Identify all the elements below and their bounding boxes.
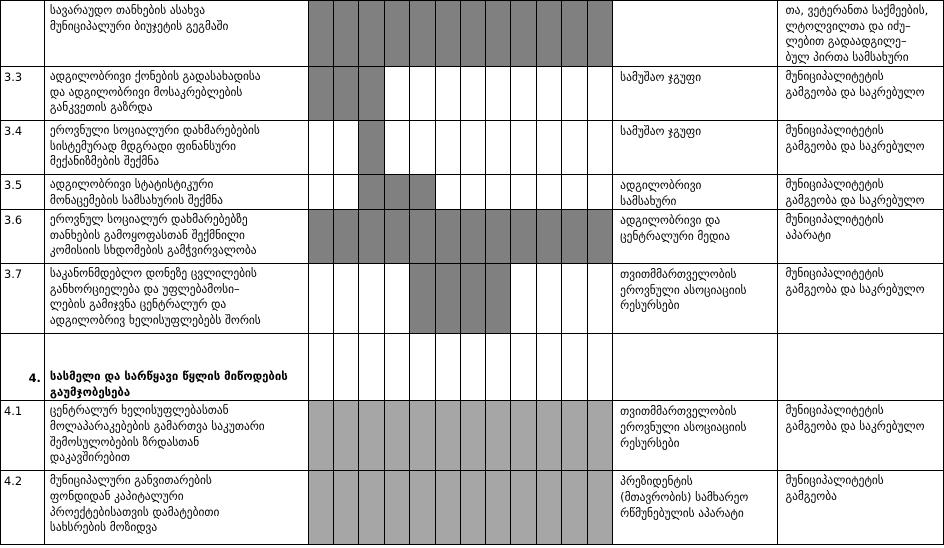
partner-text-line: სამსახური	[620, 193, 677, 208]
timeline-cell-filled	[333, 210, 359, 264]
timeline-cell-empty	[359, 264, 385, 334]
timeline-cell-filled	[435, 401, 461, 471]
responsible-text-line: აპარატი	[785, 227, 832, 242]
activity-text-line: მოლაპარაკებების გამართვა საკუთარი	[49, 418, 265, 433]
timeline-cell-filled	[333, 401, 359, 471]
partner-text-line: თვითმმართველობის	[620, 267, 737, 282]
responsible-text-line: გამგეობა და საკრებულო	[785, 138, 925, 153]
timeline-cell-filled	[587, 471, 613, 545]
timeline-cell-empty	[511, 67, 537, 121]
responsible-text	[778, 264, 944, 334]
timeline-cell-filled	[587, 210, 613, 264]
partner-text-line: სამუშაო ჯგუფი	[620, 70, 702, 84]
responsible-text-line: თა, ვეტერანთა საქმეების,	[785, 3, 929, 17]
timeline-cell-empty	[587, 67, 613, 121]
timeline-cell-filled	[435, 1, 461, 67]
partner-text-line: ეროვნული ასოციაციის	[620, 419, 747, 434]
row-number-text: 4.	[28, 371, 41, 386]
timeline-cell-empty	[435, 67, 461, 121]
partner-text-line: ადგილობრივი	[620, 178, 702, 192]
table-row	[1, 264, 944, 334]
timeline-cell-filled	[562, 471, 588, 545]
timeline-cell-filled	[359, 121, 385, 175]
timeline-cell-filled	[587, 1, 613, 67]
responsible-text-line: მუნიციპალიტეტის	[785, 266, 884, 281]
activity-text-line: ფონდიდან კაპიტალური	[49, 488, 184, 503]
timeline-cell-empty	[511, 121, 537, 175]
activity-text-line: ცენტრალურ ხელისუფლებასთან	[49, 403, 229, 418]
row-number-text: 3.5	[4, 178, 23, 192]
activity-text-line: გაუმჯობესება	[49, 384, 131, 399]
responsible-text	[778, 175, 944, 210]
responsible-text	[778, 121, 944, 175]
partner-text-line: სამუშაო ჯგუფი	[620, 124, 702, 138]
partner-text-line: ცენტრალური მედია	[620, 228, 731, 243]
activity-text-line: სავარაუდო თანხების ასახვა	[49, 3, 205, 17]
activity-text	[44, 175, 308, 210]
row-number	[1, 67, 45, 121]
table-body	[1, 1, 944, 545]
timeline-cell-empty	[511, 175, 537, 210]
table-row	[1, 1, 944, 67]
timeline-cell-filled	[485, 471, 511, 545]
timeline-cell-empty	[384, 121, 410, 175]
timeline-cell-empty	[435, 175, 461, 210]
row-number-text: 3.3	[4, 70, 23, 84]
timeline-cell-empty	[435, 334, 461, 401]
timeline-cell-filled	[485, 210, 511, 264]
timeline-cell-empty	[562, 67, 588, 121]
responsible-text-line: მუნიციპალიტეტის	[785, 473, 884, 488]
timeline-cell-filled	[410, 401, 436, 471]
timeline-cell-empty	[536, 264, 562, 334]
timeline-cell-empty	[333, 334, 359, 401]
section-row	[1, 334, 944, 401]
timeline-cell-filled	[511, 1, 537, 67]
timeline-cell-empty	[536, 334, 562, 401]
activity-text	[44, 1, 308, 67]
row-number-text: 4.2	[4, 474, 23, 489]
partner-text-line: პრეზიდენტის	[620, 474, 693, 489]
activity-text-line: ადგილობრივი ქონების გადასახადისა	[49, 69, 261, 83]
partner-text-line: რწმუნებულის აპარატი	[620, 505, 744, 520]
timeline-cell-empty	[461, 175, 485, 210]
timeline-cell-filled	[359, 210, 385, 264]
timeline-cell-filled	[359, 1, 385, 67]
timeline-cell-empty	[461, 334, 485, 401]
timeline-cell-empty	[410, 121, 436, 175]
timeline-cell-empty	[461, 67, 485, 121]
partner-text	[613, 471, 778, 545]
partner-text-line: ადგილობრივი და	[620, 213, 721, 228]
timeline-cell-filled	[384, 401, 410, 471]
responsible-text	[778, 334, 944, 401]
partner-text-line: თვითმმართველობის	[620, 404, 737, 419]
activity-text	[44, 121, 308, 175]
activity-text-line: მუნიციპალური ბიუჯეტის გეგმაში	[49, 18, 229, 33]
timeline-cell-filled	[485, 1, 511, 67]
partner-text	[613, 401, 778, 471]
timeline-cell-filled	[435, 264, 461, 334]
timeline-cell-filled	[461, 1, 485, 67]
activity-text-line: მუნიციპალური განვითარების	[49, 473, 212, 488]
timeline-cell-empty	[587, 121, 613, 175]
partner-text-line: რესურსები	[620, 298, 680, 313]
timeline-cell-filled	[562, 210, 588, 264]
timeline-cell-empty	[562, 175, 588, 210]
partner-text	[613, 175, 778, 210]
timeline-cell-filled	[410, 264, 436, 334]
timeline-cell-filled	[333, 1, 359, 67]
timeline-cell-empty	[485, 121, 511, 175]
responsible-text-line: მუნიციპალიტეტის	[785, 403, 884, 418]
row-number	[1, 401, 45, 471]
timeline-cell-filled	[359, 401, 385, 471]
activity-text-line: საკანონმდებლო დონეზე ცვლილების	[49, 266, 257, 281]
activity-text-line: და ადგილობრივი მოსაკრებლების	[49, 84, 243, 99]
timeline-cell-filled	[511, 471, 537, 545]
timeline-cell-filled	[536, 210, 562, 264]
timeline-cell-filled	[359, 67, 385, 121]
table-row	[1, 67, 944, 121]
timeline-cell-empty	[410, 334, 436, 401]
timeline-cell-empty	[309, 334, 333, 401]
timeline-cell-empty	[562, 334, 588, 401]
timeline-cell-empty	[461, 121, 485, 175]
table-row	[1, 471, 944, 545]
activity-text-line: სასმელი და სარწყავი წყლის მიწოდების	[49, 369, 288, 384]
timeline-cell-filled	[536, 471, 562, 545]
activity-text-line: თანხების გამოყოფასთან შექმნილი	[49, 227, 245, 242]
timeline-cell-filled	[536, 1, 562, 67]
timeline-cell-filled	[384, 471, 410, 545]
partner-text	[613, 121, 778, 175]
timeline-cell-filled	[461, 264, 485, 334]
partner-text	[613, 264, 778, 334]
activity-text-line: პროექტებისათვის დამატებითი	[49, 504, 220, 519]
activity-text-line: მექანიზმების შექმნა	[49, 154, 160, 169]
row-number	[1, 175, 45, 210]
activity-text-line: ეროვნულ სოციალურ დახმარებებზე	[49, 212, 248, 227]
timeline-cell-empty	[333, 264, 359, 334]
partner-text-line: (მთავრობის) სამხარეო	[620, 489, 749, 504]
responsible-text	[778, 401, 944, 471]
responsible-text-line: ლებით გადაადგილე–	[785, 34, 907, 49]
timeline-cell-empty	[333, 175, 359, 210]
timeline-cell-filled	[435, 471, 461, 545]
timeline-cell-empty	[309, 121, 333, 175]
timeline-cell-empty	[536, 175, 562, 210]
timeline-cell-filled	[562, 1, 588, 67]
timeline-cell-empty	[536, 121, 562, 175]
activity-text-line: ადგილობრივ ხელისუფლებებს შორის	[49, 312, 261, 327]
responsible-text-line: ლტოლვილთა და იძუ–	[785, 18, 911, 33]
timeline-cell-filled	[384, 1, 410, 67]
responsible-text-line: გამგეობა და საკრებულო	[785, 281, 925, 296]
timeline-cell-empty	[384, 334, 410, 401]
responsible-text-line: გამგეობა	[785, 488, 837, 503]
activity-text	[44, 401, 308, 471]
timeline-cell-empty	[485, 67, 511, 121]
timeline-cell-empty	[511, 264, 537, 334]
timeline-cell-empty	[333, 121, 359, 175]
timeline-cell-filled	[562, 401, 588, 471]
responsible-text-line: გამგეობა და საკრებულო	[785, 192, 925, 207]
timeline-cell-filled	[309, 67, 333, 121]
timeline-cell-empty	[587, 175, 613, 210]
timeline-cell-filled	[461, 210, 485, 264]
timeline-cell-filled	[359, 471, 385, 545]
timeline-cell-filled	[309, 401, 333, 471]
activity-text-line: ლების გამიჯვნა ცენტრალურ და	[49, 297, 227, 312]
row-number	[1, 264, 45, 334]
timeline-cell-filled	[410, 471, 436, 545]
timeline-cell-filled	[587, 401, 613, 471]
timeline-cell-empty	[536, 67, 562, 121]
timeline-cell-filled	[435, 210, 461, 264]
activity-text	[44, 210, 308, 264]
partner-text	[613, 1, 778, 67]
timeline-cell-filled	[461, 471, 485, 545]
activity-text-line: განკვეთის გაზრდა	[49, 100, 153, 115]
timeline-cell-filled	[511, 401, 537, 471]
timeline-cell-filled	[333, 67, 359, 121]
responsible-text	[778, 67, 944, 121]
timeline-cell-empty	[309, 175, 333, 210]
timeline-cell-empty	[562, 264, 588, 334]
activity-text	[44, 334, 308, 401]
activity-text-line: დაკავშირებით	[49, 450, 130, 465]
row-number-text: 3.7	[4, 267, 23, 282]
timeline-cell-filled	[384, 175, 410, 210]
partner-text	[613, 334, 778, 401]
timeline-cell-filled	[309, 471, 333, 545]
activity-text	[44, 264, 308, 334]
row-number-text: 3.6	[4, 213, 23, 228]
row-number	[1, 210, 45, 264]
timeline-cell-filled	[485, 401, 511, 471]
timeline-cell-filled	[309, 1, 333, 67]
responsible-text-line: ბულ პირთა სამსახური	[785, 49, 909, 64]
responsible-text-line: მუნიციპალიტეტის	[785, 177, 884, 191]
row-number	[1, 1, 45, 67]
activity-text-line: სახსრების მოზიდვა	[49, 520, 158, 535]
responsible-text	[778, 1, 944, 67]
timeline-cell-empty	[384, 67, 410, 121]
timeline-cell-empty	[511, 334, 537, 401]
activity-text-line: მონაცემების სამსახურის შექმნა	[49, 192, 223, 207]
timeline-cell-empty	[359, 334, 385, 401]
responsible-text-line: მუნიციპალიტეტის	[785, 212, 884, 227]
activity-text-line: სისტემურად მდგრადი ფინანსური	[49, 138, 237, 153]
timeline-cell-empty	[562, 121, 588, 175]
responsible-text	[778, 471, 944, 545]
activity-text-line: განხორციელება და უფლებამოსი–	[49, 281, 240, 296]
responsible-text-line: მუნიციპალიტეტის	[785, 123, 884, 137]
timeline-cell-empty	[485, 175, 511, 210]
table-row	[1, 210, 944, 264]
timeline-cell-filled	[384, 210, 410, 264]
activity-text	[44, 67, 308, 121]
timeline-cell-filled	[461, 401, 485, 471]
timeline-cell-filled	[359, 175, 385, 210]
activity-text-line: შემოსულობების ზრდასთან	[49, 434, 200, 449]
timeline-cell-filled	[309, 210, 333, 264]
responsible-text-line: მუნიციპალიტეტის	[785, 69, 884, 83]
partner-text-line: ეროვნული ასოციაციის	[620, 282, 747, 297]
timeline-cell-empty	[309, 264, 333, 334]
timeline-cell-filled	[410, 210, 436, 264]
timeline-cell-filled	[410, 1, 436, 67]
timeline-cell-filled	[511, 210, 537, 264]
timeline-cell-empty	[485, 334, 511, 401]
timeline-cell-filled	[410, 175, 436, 210]
row-number	[1, 471, 45, 545]
responsible-text-line: გამგეობა და საკრებულო	[785, 418, 925, 433]
partner-text-line: რესურსები	[620, 435, 680, 450]
row-number	[1, 121, 45, 175]
table-row	[1, 175, 944, 210]
partner-text	[613, 67, 778, 121]
timeline-cell-empty	[410, 67, 436, 121]
timeline-cell-filled	[485, 264, 511, 334]
timeline-cell-filled	[333, 471, 359, 545]
partner-text	[613, 210, 778, 264]
activity-text-line: კომისიის სხდომების გამჭვირვალობა	[49, 243, 257, 258]
responsible-text	[778, 210, 944, 264]
activity-text-line: ეროვნული სოციალური დახმარებების	[49, 123, 260, 137]
responsible-text-line: გამგეობა და საკრებულო	[785, 84, 925, 99]
row-number-text: 4.1	[4, 404, 23, 419]
table-row	[1, 121, 944, 175]
timeline-cell-empty	[435, 121, 461, 175]
activity-text-line: ადგილობრივი სტატისტიკური	[49, 177, 214, 191]
timeline-cell-empty	[384, 264, 410, 334]
row-number-text: 3.4	[4, 124, 23, 138]
row-number	[1, 334, 45, 401]
table-row	[1, 401, 944, 471]
timeline-cell-empty	[587, 334, 613, 401]
activity-text	[44, 471, 308, 545]
timeline-cell-empty	[587, 264, 613, 334]
timeline-cell-filled	[536, 401, 562, 471]
